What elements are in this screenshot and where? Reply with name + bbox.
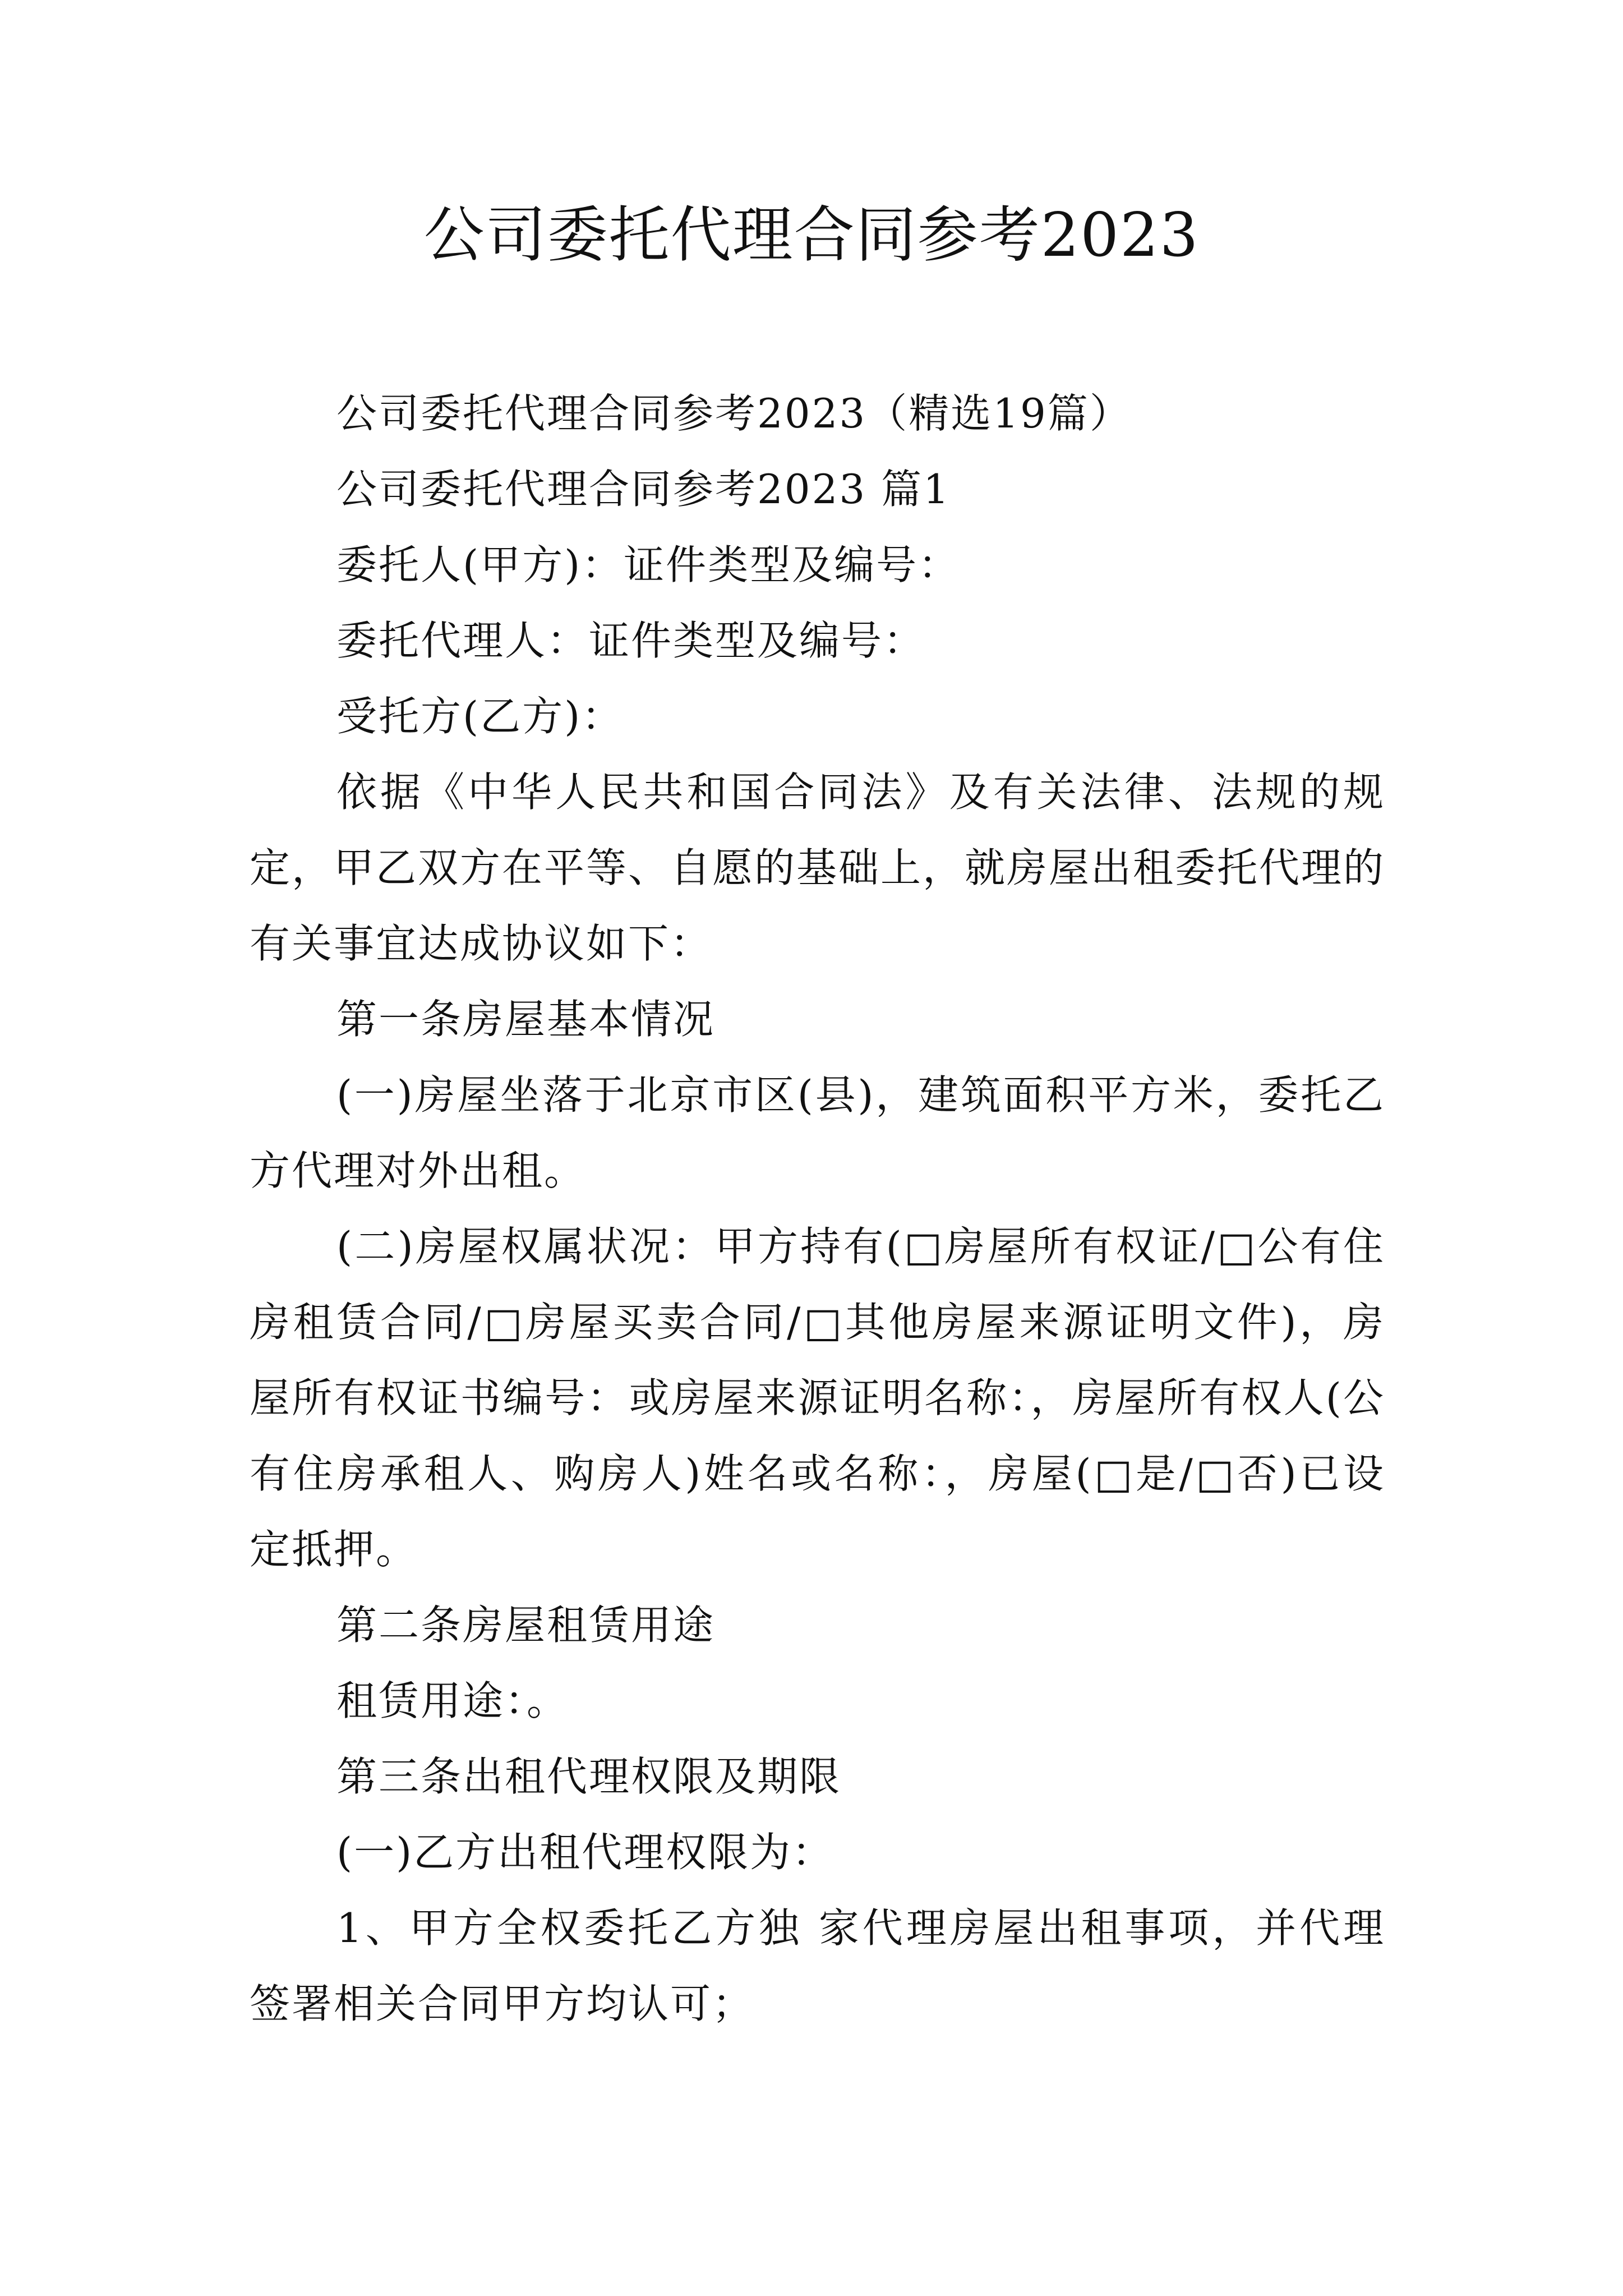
paragraph-article-3: 第三条出租代理权限及期限 <box>336 1753 842 1800</box>
paragraph-article-2: 第二条房屋租赁用途 <box>336 1602 716 1649</box>
paragraph-article-1-item-2: (二)房屋权属状况：甲方持有(□房屋所有权证/□公有住房租赁合同/□房屋买卖合同/□其他房屋来源证明文件)，房屋所有权证书编号：或房屋来源证明名称：，房屋所有权人(公有住房承租人、购房人)姓名或名称：，房屋(□是/□否)已设定抵押。 <box>250 1223 1385 1573</box>
paragraph-article-3-item-1: (一)乙方出租代理权限为： <box>336 1829 834 1876</box>
paragraph-article-1-item-1: (一)房屋坐落于北京市区(县)，建筑面积平方米，委托乙方代理对外出租。 <box>250 1071 1385 1194</box>
paragraph-article-1: 第一条房屋基本情况 <box>336 996 716 1043</box>
paragraph-agent: 委托代理人：证件类型及编号： <box>336 617 926 664</box>
paragraph-article-2-use: 租赁用途：。 <box>336 1677 569 1724</box>
paragraph-preamble: 依据《中华人民共和国合同法》及有关法律、法规的规定，甲乙双方在平等、自愿的基础上，就房屋出租委托代理的有关事宜达成协议如下： <box>250 769 1386 967</box>
document-title: 公司委托代理合同参考2023 <box>423 200 1200 270</box>
paragraph-trustee: 受托方(乙方)： <box>336 693 624 740</box>
paragraph-article-3-clause-1: 1、甲方全权委托乙方独 家代理房屋出租事项，并代理签署相关合同甲方均认可； <box>250 1904 1385 2027</box>
paragraph-section-heading: 公司委托代理合同参考2023 篇1 <box>336 466 951 513</box>
paragraph-principal: 委托人(甲方)：证件类型及编号： <box>336 541 961 588</box>
document-body <box>250 376 1385 2042</box>
paragraph-subtitle: 公司委托代理合同参考2023（精选19篇） <box>336 390 1132 437</box>
